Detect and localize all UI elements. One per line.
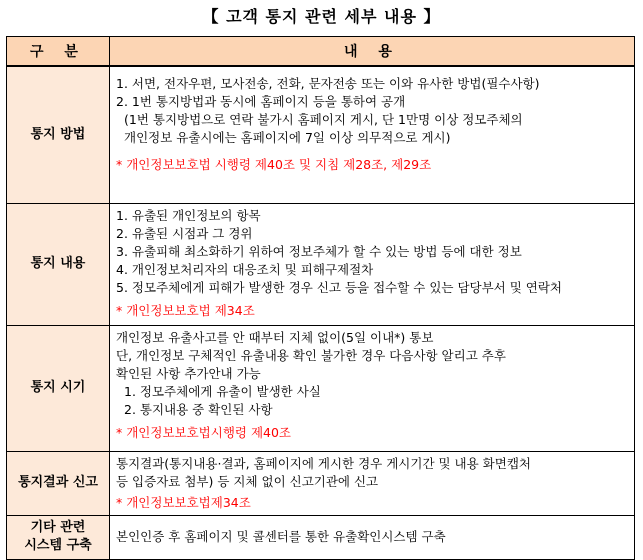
content-line: 확인된 사항 추가안내 가능	[116, 365, 261, 381]
row-category-line: 시스템 구축	[24, 538, 92, 553]
content-line: 1. 서면, 전자우편, 모사전송, 전화, 문자전송 또는 이와 유사한 방법(필수사항)	[116, 76, 540, 91]
row-content	[110, 451, 635, 515]
content-line: 개인정보 유출시에는 홈페이지에 7일 이상 의무적으로 게시)	[124, 130, 451, 145]
content-line: 통지결과(통지내용·결과, 홈페이지에 게시한 경우 게시기간 및 내용 화면캡처	[116, 455, 531, 471]
row-content	[110, 203, 635, 325]
content-line: 1. 정모주체에게 유출이 발생한 사실	[124, 383, 321, 399]
header-category: 구 분	[7, 37, 110, 67]
content-line: 2. 1번 통지방법과 동시에 홈페이지 등을 통하여 공개	[116, 94, 406, 109]
legal-reference-note: * 개인정보보호법 시행령 제40조 및 지침 제28조, 제29조	[116, 157, 432, 172]
row-content	[110, 325, 635, 451]
table-row	[7, 66, 635, 203]
content-line: 2. 통지내용 중 확인된 사항	[124, 401, 273, 417]
row-category: 통지 내용	[7, 203, 110, 325]
content-line: 1. 유출된 개인정보의 항목	[116, 207, 261, 223]
content-line: 5. 정모주체에게 피해가 발생한 경우 신고 등을 접수할 수 있는 담당부서 및 연락처	[116, 279, 563, 295]
table-row	[7, 203, 635, 325]
content-line: 개인정보 유출사고를 안 때부터 지체 없이(5일 이내*) 통보	[116, 329, 434, 345]
page-title: 【 고객 통지 관련 세부 내용 】	[202, 7, 441, 26]
legal-reference-note: * 개인정보보호법 제34조	[116, 302, 255, 318]
content-line: 본인인증 후 홈페이지 및 콜센터를 통한 유출확인시스템 구축	[116, 529, 446, 544]
legal-reference-note: * 개인정보보호법제34조	[116, 494, 251, 510]
content-line: 2. 유출된 시점과 그 경위	[116, 225, 253, 241]
notification-details-table	[6, 36, 635, 560]
row-category	[7, 515, 110, 559]
table-header-row	[7, 37, 635, 67]
table-row	[7, 515, 635, 559]
row-category: 통지 방법	[7, 66, 110, 203]
row-category: 통지결과 신고	[7, 451, 110, 515]
row-category: 통지 시기	[7, 325, 110, 451]
content-line: 3. 유출피해 최소화하기 위하여 정보주체가 할 수 있는 방법 등에 대한 정보	[116, 243, 522, 259]
row-content	[110, 515, 635, 559]
row-category-line: 기타 관련	[30, 520, 86, 535]
header-content: 내 용	[110, 37, 635, 67]
row-content	[110, 66, 635, 203]
content-line: 등 입증자료 첨부) 등 지체 없이 신고기관에 신고	[116, 473, 379, 489]
content-line: 4. 개인정보처리자의 대응조치 및 피해구제절차	[116, 261, 374, 277]
legal-reference-note: * 개인정보보호법시행령 제40조	[116, 424, 292, 440]
content-line: (1번 통지방법으로 연락 불가시 홈페이지 게시, 단 1만명 이상 정모주체의	[124, 112, 523, 127]
content-line: 단, 개인정보 구체적인 유출내용 확인 불가한 경우 다음사항 알리고 추후	[116, 347, 506, 363]
table-row	[7, 325, 635, 451]
table-row	[7, 451, 635, 515]
